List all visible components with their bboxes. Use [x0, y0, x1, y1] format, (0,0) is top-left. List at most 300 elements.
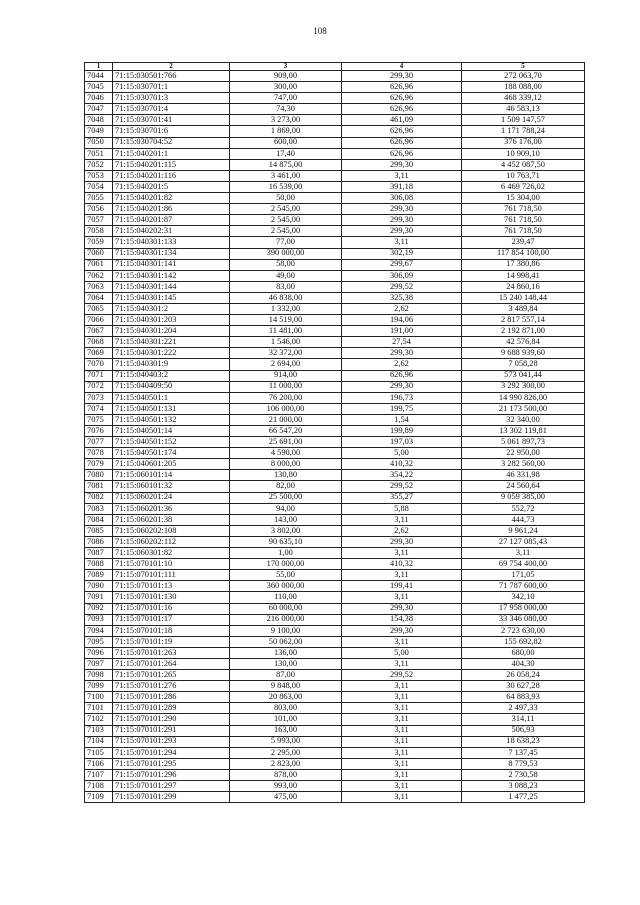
column-header: 4: [342, 63, 462, 71]
value-cell: 7 058,28: [462, 359, 585, 370]
rate-cell: 355,27: [342, 492, 462, 503]
table-row: [85, 792, 585, 803]
row-number-cell: 7103: [85, 725, 113, 736]
row-number-cell: 7058: [85, 226, 113, 237]
row-number-cell: 7059: [85, 237, 113, 248]
row-number-cell: 7079: [85, 459, 113, 470]
area-cell: 87,00: [230, 670, 342, 681]
cadastral-number-cell: 71:15:040301:203: [113, 315, 230, 326]
rate-cell: 3,11: [342, 725, 462, 736]
rate-cell: 299,30: [342, 226, 462, 237]
area-cell: 50,00: [230, 193, 342, 204]
row-number-cell: 7087: [85, 548, 113, 559]
rate-cell: 3,11: [342, 658, 462, 669]
row-number-cell: 7096: [85, 647, 113, 658]
table-row: [85, 459, 585, 470]
cadastral-number-cell: 71:15:040501:14: [113, 426, 230, 437]
area-cell: 747,00: [230, 93, 342, 104]
row-number-cell: 7051: [85, 148, 113, 159]
table-header-row: [85, 63, 585, 71]
row-number-cell: 7094: [85, 625, 113, 636]
cadastral-number-cell: 71:15:030701:6: [113, 126, 230, 137]
table-row: [85, 104, 585, 115]
area-cell: 66 547,20: [230, 426, 342, 437]
row-number-cell: 7083: [85, 503, 113, 514]
row-number-cell: 7097: [85, 658, 113, 669]
row-number-cell: 7108: [85, 781, 113, 792]
cadastral-number-cell: 71:15:060202:108: [113, 525, 230, 536]
row-number-cell: 7047: [85, 104, 113, 115]
value-cell: 2 192 871,00: [462, 326, 585, 337]
rate-cell: 410,32: [342, 459, 462, 470]
row-number-cell: 7062: [85, 270, 113, 281]
value-cell: 117 854 100,00: [462, 248, 585, 259]
value-cell: 26 058,24: [462, 670, 585, 681]
area-cell: 14 875,00: [230, 159, 342, 170]
rate-cell: 626,96: [342, 82, 462, 93]
value-cell: 30 627,28: [462, 681, 585, 692]
rate-cell: 3,11: [342, 570, 462, 581]
value-cell: 42 576,84: [462, 337, 585, 348]
table-row: [85, 592, 585, 603]
value-cell: 21 173 500,00: [462, 403, 585, 414]
cadastral-number-cell: 71:15:070101:13: [113, 581, 230, 592]
table-row: [85, 681, 585, 692]
rate-cell: 299,30: [342, 536, 462, 547]
cadastral-number-cell: 71:15:060201:38: [113, 514, 230, 525]
cadastral-number-cell: 71:15:040301:204: [113, 326, 230, 337]
value-cell: 13 302 119,81: [462, 426, 585, 437]
area-cell: 17,40: [230, 148, 342, 159]
cadastral-number-cell: 71:15:040202:31: [113, 226, 230, 237]
area-cell: 5 993,00: [230, 736, 342, 747]
table-row: [85, 559, 585, 570]
table-row: [85, 725, 585, 736]
value-cell: 32 340,00: [462, 414, 585, 425]
row-number-cell: 7101: [85, 703, 113, 714]
value-cell: 24 860,16: [462, 281, 585, 292]
table-row: [85, 159, 585, 170]
area-cell: 21 000,00: [230, 414, 342, 425]
value-cell: 1 477,25: [462, 792, 585, 803]
value-cell: 573 041,44: [462, 370, 585, 381]
area-cell: 2 295,00: [230, 747, 342, 758]
cadastral-number-cell: 71:15:040201:5: [113, 181, 230, 192]
cadastral-number-cell: 71:15:040501:174: [113, 448, 230, 459]
row-number-cell: 7055: [85, 193, 113, 204]
value-cell: 7 137,45: [462, 747, 585, 758]
rate-cell: 626,96: [342, 370, 462, 381]
area-cell: 82,00: [230, 481, 342, 492]
rate-cell: 27,54: [342, 337, 462, 348]
rate-cell: 5,88: [342, 503, 462, 514]
table-row: [85, 747, 585, 758]
table-row: [85, 692, 585, 703]
value-cell: 18 638,23: [462, 736, 585, 747]
area-cell: 83,00: [230, 281, 342, 292]
cadastral-number-cell: 71:15:040201:116: [113, 170, 230, 181]
cadastral-number-cell: 71:15:070101:264: [113, 658, 230, 669]
table-row: [85, 625, 585, 636]
cadastral-number-cell: 71:15:040501:1: [113, 392, 230, 403]
table-row: [85, 137, 585, 148]
table-row: [85, 525, 585, 536]
rate-cell: 354,22: [342, 470, 462, 481]
page-number: 108: [313, 26, 327, 36]
cadastral-number-cell: 71:15:070101:294: [113, 747, 230, 758]
rate-cell: 299,30: [342, 215, 462, 226]
table-row: [85, 181, 585, 192]
value-cell: 239,47: [462, 237, 585, 248]
value-cell: 444,73: [462, 514, 585, 525]
column-header: 3: [230, 63, 342, 71]
rate-cell: 299,52: [342, 481, 462, 492]
table-row: [85, 126, 585, 137]
value-cell: 17 380,86: [462, 259, 585, 270]
rate-cell: 3,11: [342, 747, 462, 758]
table-row: [85, 781, 585, 792]
cadastral-number-cell: 71:15:070101:293: [113, 736, 230, 747]
row-number-cell: 7095: [85, 636, 113, 647]
table-row: [85, 381, 585, 392]
table-row: [85, 614, 585, 625]
cadastral-number-cell: 71:15:060201:36: [113, 503, 230, 514]
cadastral-number-cell: 71:15:070101:299: [113, 792, 230, 803]
row-number-cell: 7070: [85, 359, 113, 370]
row-number-cell: 7102: [85, 714, 113, 725]
table-row: [85, 658, 585, 669]
area-cell: 49,00: [230, 270, 342, 281]
cadastral-number-cell: 71:15:040301:9: [113, 359, 230, 370]
area-cell: 1 546,00: [230, 337, 342, 348]
table-row: [85, 259, 585, 270]
cadastral-number-cell: 71:15:070101:19: [113, 636, 230, 647]
row-number-cell: 7057: [85, 215, 113, 226]
value-cell: 155 692,82: [462, 636, 585, 647]
rate-cell: 299,67: [342, 259, 462, 270]
row-number-cell: 7046: [85, 93, 113, 104]
rate-cell: 196,73: [342, 392, 462, 403]
cadastral-number-cell: 71:15:060101:14: [113, 470, 230, 481]
value-cell: 761 718,50: [462, 226, 585, 237]
area-cell: 2 545,00: [230, 226, 342, 237]
table-row: [85, 204, 585, 215]
rate-cell: 1,54: [342, 414, 462, 425]
cadastral-number-cell: 71:15:070101:130: [113, 592, 230, 603]
value-cell: 342,10: [462, 592, 585, 603]
rate-cell: 306,08: [342, 193, 462, 204]
rate-cell: 199,75: [342, 403, 462, 414]
table-row: [85, 492, 585, 503]
row-number-cell: 7105: [85, 747, 113, 758]
value-cell: 2 497,33: [462, 703, 585, 714]
rate-cell: 194,06: [342, 315, 462, 326]
area-cell: 9 848,00: [230, 681, 342, 692]
row-number-cell: 7109: [85, 792, 113, 803]
area-cell: 2 545,00: [230, 204, 342, 215]
area-cell: 9 100,00: [230, 625, 342, 636]
rate-cell: 197,03: [342, 437, 462, 448]
area-cell: 170 000,00: [230, 559, 342, 570]
table-row: [85, 315, 585, 326]
rate-cell: 199,41: [342, 581, 462, 592]
table-row: [85, 437, 585, 448]
area-cell: 1 332,00: [230, 303, 342, 314]
area-cell: 3 461,00: [230, 170, 342, 181]
table-row: [85, 714, 585, 725]
table-row: [85, 237, 585, 248]
rate-cell: 299,30: [342, 159, 462, 170]
area-cell: 216 000,00: [230, 614, 342, 625]
value-cell: 171,05: [462, 570, 585, 581]
table-row: [85, 536, 585, 547]
table-row: [85, 326, 585, 337]
rate-cell: 299,30: [342, 71, 462, 82]
row-number-cell: 7080: [85, 470, 113, 481]
cadastral-number-cell: 71:15:070101:291: [113, 725, 230, 736]
rate-cell: 391,18: [342, 181, 462, 192]
area-cell: 2 823,00: [230, 758, 342, 769]
area-cell: 11 481,00: [230, 326, 342, 337]
value-cell: 468 339,12: [462, 93, 585, 104]
value-cell: 14 990 826,00: [462, 392, 585, 403]
row-number-cell: 7077: [85, 437, 113, 448]
table-row: [85, 71, 585, 82]
table-row: [85, 82, 585, 93]
rate-cell: 299,30: [342, 348, 462, 359]
table-row: [85, 548, 585, 559]
cadastral-number-cell: 71:15:070101:17: [113, 614, 230, 625]
area-cell: 803,00: [230, 703, 342, 714]
rate-cell: 626,96: [342, 148, 462, 159]
row-number-cell: 7072: [85, 381, 113, 392]
row-number-cell: 7068: [85, 337, 113, 348]
cadastral-number-cell: 71:15:070101:263: [113, 647, 230, 658]
value-cell: 680,00: [462, 647, 585, 658]
value-cell: 64 883,93: [462, 692, 585, 703]
table-row: [85, 392, 585, 403]
cadastral-number-cell: 71:15:040301:222: [113, 348, 230, 359]
area-cell: 58,00: [230, 259, 342, 270]
rate-cell: 626,96: [342, 104, 462, 115]
row-number-cell: 7106: [85, 758, 113, 769]
cadastral-number-cell: 71:15:030704:52: [113, 137, 230, 148]
table-row: [85, 736, 585, 747]
area-cell: 90 635,10: [230, 536, 342, 547]
table-row: [85, 359, 585, 370]
rate-cell: 626,96: [342, 137, 462, 148]
table-row: [85, 93, 585, 104]
table-row: [85, 470, 585, 481]
rate-cell: 299,30: [342, 625, 462, 636]
table-row: [85, 115, 585, 126]
area-cell: 8 000,00: [230, 459, 342, 470]
area-cell: 2 545,00: [230, 215, 342, 226]
rate-cell: 2,62: [342, 525, 462, 536]
value-cell: 9 688 939,60: [462, 348, 585, 359]
value-cell: 4 452 087,50: [462, 159, 585, 170]
value-cell: 46 583,13: [462, 104, 585, 115]
rate-cell: 5,00: [342, 647, 462, 658]
row-number-cell: 7100: [85, 692, 113, 703]
rate-cell: 2,62: [342, 359, 462, 370]
value-cell: 46 331,98: [462, 470, 585, 481]
rate-cell: 3,11: [342, 714, 462, 725]
table-row: [85, 448, 585, 459]
row-number-cell: 7091: [85, 592, 113, 603]
value-cell: 3 088,23: [462, 781, 585, 792]
rate-cell: 306,09: [342, 270, 462, 281]
rate-cell: 299,30: [342, 381, 462, 392]
rate-cell: 3,11: [342, 592, 462, 603]
rate-cell: 3,11: [342, 758, 462, 769]
area-cell: 914,00: [230, 370, 342, 381]
row-number-cell: 7073: [85, 392, 113, 403]
area-cell: 475,00: [230, 792, 342, 803]
area-cell: 163,00: [230, 725, 342, 736]
row-number-cell: 7063: [85, 281, 113, 292]
value-cell: 33 346 080,00: [462, 614, 585, 625]
row-number-cell: 7069: [85, 348, 113, 359]
row-number-cell: 7089: [85, 570, 113, 581]
cadastral-number-cell: 71:15:040501:131: [113, 403, 230, 414]
table-row: [85, 670, 585, 681]
row-number-cell: 7044: [85, 71, 113, 82]
rate-cell: 2,62: [342, 303, 462, 314]
value-cell: 376 176,00: [462, 137, 585, 148]
table-row: [85, 769, 585, 780]
area-cell: 993,00: [230, 781, 342, 792]
area-cell: 136,00: [230, 647, 342, 658]
cadastral-number-cell: 71:15:040201:115: [113, 159, 230, 170]
area-cell: 300,00: [230, 82, 342, 93]
area-cell: 77,00: [230, 237, 342, 248]
value-cell: 14 998,41: [462, 270, 585, 281]
rate-cell: 3,11: [342, 703, 462, 714]
cadastral-number-cell: 71:15:060101:32: [113, 481, 230, 492]
value-cell: 15 304,00: [462, 193, 585, 204]
rate-cell: 626,96: [342, 126, 462, 137]
area-cell: 130,00: [230, 658, 342, 669]
area-cell: 390 000,00: [230, 248, 342, 259]
cadastral-number-cell: 71:15:040301:142: [113, 270, 230, 281]
cadastral-number-cell: 71:15:040201:82: [113, 193, 230, 204]
row-number-cell: 7053: [85, 170, 113, 181]
cadastral-number-cell: 71:15:070101:297: [113, 781, 230, 792]
rate-cell: 302,19: [342, 248, 462, 259]
area-cell: 46 838,00: [230, 292, 342, 303]
cadastral-number-cell: 71:15:060201:24: [113, 492, 230, 503]
area-cell: 130,80: [230, 470, 342, 481]
table-row: [85, 414, 585, 425]
row-number-cell: 7067: [85, 326, 113, 337]
value-cell: 24 560,64: [462, 481, 585, 492]
column-header: 2: [113, 63, 230, 71]
cadastral-number-cell: 71:15:040601:205: [113, 459, 230, 470]
cadastral-number-cell: 71:15:070101:276: [113, 681, 230, 692]
value-cell: 506,93: [462, 725, 585, 736]
table-row: [85, 647, 585, 658]
value-cell: 9 059 385,00: [462, 492, 585, 503]
table-row: [85, 193, 585, 204]
area-cell: 94,00: [230, 503, 342, 514]
row-number-cell: 7104: [85, 736, 113, 747]
table-row: [85, 426, 585, 437]
cadastral-number-cell: 71:15:060202:112: [113, 536, 230, 547]
area-cell: 32 372,00: [230, 348, 342, 359]
cadastral-number-cell: 71:15:040201:87: [113, 215, 230, 226]
rate-cell: 191,00: [342, 326, 462, 337]
cadastral-number-cell: 71:15:030701:4: [113, 104, 230, 115]
cadastral-number-cell: 71:15:060301:82: [113, 548, 230, 559]
value-cell: 2 723 630,00: [462, 625, 585, 636]
rate-cell: 3,11: [342, 170, 462, 181]
area-cell: 1,00: [230, 548, 342, 559]
cadastral-number-cell: 71:15:070101:289: [113, 703, 230, 714]
table-row: [85, 226, 585, 237]
table-row: [85, 292, 585, 303]
table-row: [85, 503, 585, 514]
cadastral-number-cell: 71:15:040409:50: [113, 381, 230, 392]
cadastral-number-cell: 71:15:070101:286: [113, 692, 230, 703]
area-cell: 2 694,00: [230, 359, 342, 370]
cadastral-number-cell: 71:15:030701:41: [113, 115, 230, 126]
cadastral-number-cell: 71:15:040201:1: [113, 148, 230, 159]
column-header: 5: [462, 63, 585, 71]
cadastral-number-cell: 71:15:040301:145: [113, 292, 230, 303]
rate-cell: 3,11: [342, 781, 462, 792]
row-number-cell: 7090: [85, 581, 113, 592]
value-cell: 27 127 085,43: [462, 536, 585, 547]
rate-cell: 299,30: [342, 603, 462, 614]
row-number-cell: 7098: [85, 670, 113, 681]
rate-cell: 299,30: [342, 204, 462, 215]
row-number-cell: 7071: [85, 370, 113, 381]
row-number-cell: 7065: [85, 303, 113, 314]
row-number-cell: 7082: [85, 492, 113, 503]
cadastral-number-cell: 71:15:070101:111: [113, 570, 230, 581]
area-cell: 76 200,00: [230, 392, 342, 403]
row-number-cell: 7056: [85, 204, 113, 215]
table-row: [85, 581, 585, 592]
value-cell: 1 171 788,24: [462, 126, 585, 137]
table-body: [85, 71, 585, 803]
value-cell: 3 282 560,00: [462, 459, 585, 470]
value-cell: 761 718,50: [462, 204, 585, 215]
row-number-cell: 7093: [85, 614, 113, 625]
table-row: [85, 570, 585, 581]
row-number-cell: 7054: [85, 181, 113, 192]
area-cell: 4 590,00: [230, 448, 342, 459]
table-row: [85, 148, 585, 159]
cadastral-number-cell: 71:15:040301:221: [113, 337, 230, 348]
cadastral-number-cell: 71:15:040301:134: [113, 248, 230, 259]
table-row: [85, 403, 585, 414]
table-row: [85, 603, 585, 614]
value-cell: 8 779,53: [462, 758, 585, 769]
row-number-cell: 7052: [85, 159, 113, 170]
table-row: [85, 481, 585, 492]
row-number-cell: 7078: [85, 448, 113, 459]
value-cell: 761 718,50: [462, 215, 585, 226]
value-cell: 69 754 400,00: [462, 559, 585, 570]
row-number-cell: 7076: [85, 426, 113, 437]
row-number-cell: 7066: [85, 315, 113, 326]
area-cell: 74,30: [230, 104, 342, 115]
cadastral-number-cell: 71:15:070101:296: [113, 769, 230, 780]
row-number-cell: 7061: [85, 259, 113, 270]
area-cell: 101,00: [230, 714, 342, 725]
